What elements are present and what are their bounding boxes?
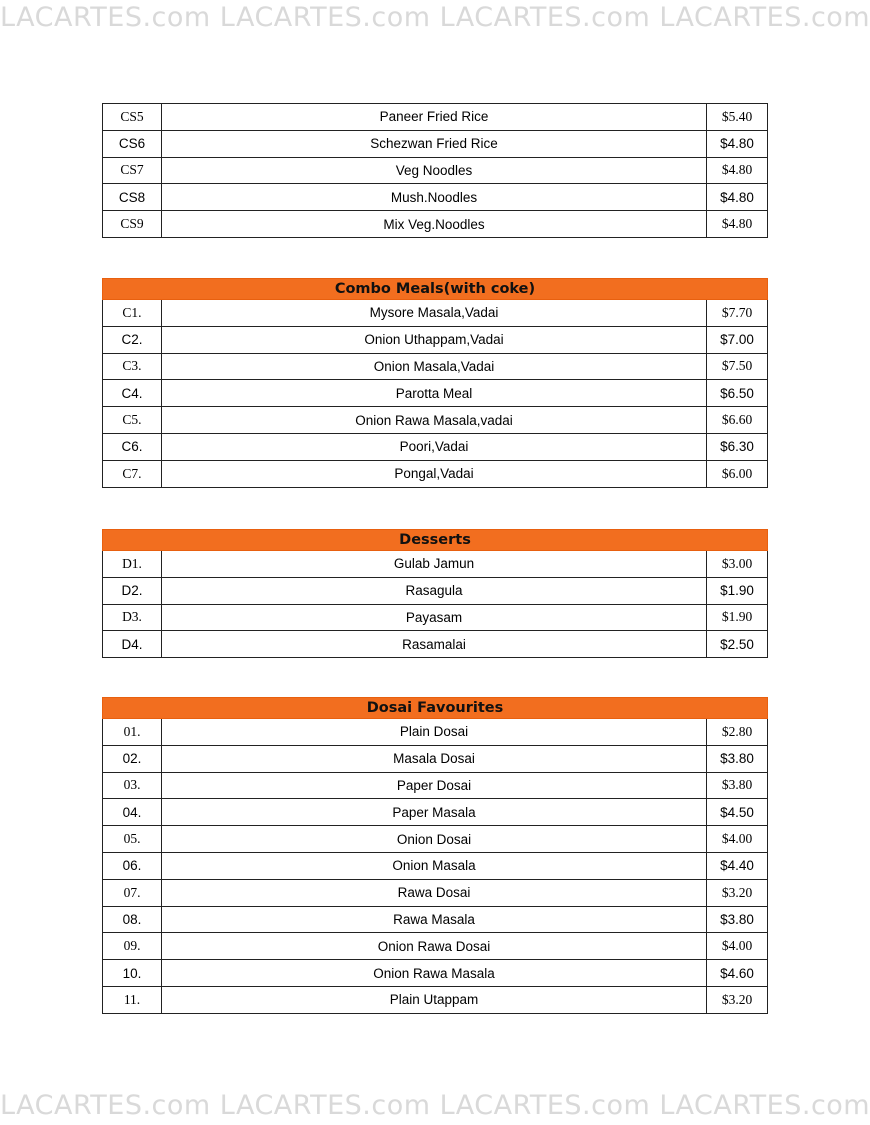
watermark-top: LACARTES.com LACARTES.com LACARTES.com LACARTES.com <box>0 2 870 33</box>
watermark-bottom: LACARTES.com LACARTES.com LACARTES.com LACARTES.com <box>0 1090 870 1121</box>
item-code: C7. <box>103 460 162 487</box>
menu-row <box>103 799 768 826</box>
item-code: C1. <box>103 300 162 327</box>
item-code: C2. <box>103 326 162 353</box>
section-header <box>103 530 768 551</box>
menu-row <box>103 879 768 906</box>
menu-row <box>103 130 768 157</box>
item-name: Onion Masala <box>162 852 707 879</box>
item-code: D4. <box>103 631 162 658</box>
section-title: Combo Meals(with coke) <box>103 279 768 300</box>
menu-row <box>103 960 768 987</box>
item-name: Mush.Noodles <box>162 184 707 211</box>
item-code: 04. <box>103 799 162 826</box>
menu-rows <box>103 104 768 238</box>
item-price: $4.80 <box>707 184 768 211</box>
menu-row <box>103 326 768 353</box>
item-price: $3.00 <box>707 551 768 578</box>
item-code: 09. <box>103 933 162 960</box>
menu-row <box>103 184 768 211</box>
menu-row <box>103 104 768 131</box>
menu-row <box>103 433 768 460</box>
item-code: C3. <box>103 353 162 380</box>
item-name: Onion Rawa Masala,vadai <box>162 407 707 434</box>
item-name: Plain Dosai <box>162 719 707 746</box>
item-name: Onion Rawa Masala <box>162 960 707 987</box>
item-price: $6.50 <box>707 380 768 407</box>
item-price: $3.80 <box>707 772 768 799</box>
item-price: $7.70 <box>707 300 768 327</box>
item-name: Payasam <box>162 604 707 631</box>
menu-row <box>103 852 768 879</box>
item-name: Plain Utappam <box>162 986 707 1013</box>
item-name: Paper Masala <box>162 799 707 826</box>
menu-row <box>103 772 768 799</box>
menu-table-dosai-favourites <box>102 697 768 1014</box>
menu-table-combo-meals <box>102 278 768 488</box>
item-name: Gulab Jamun <box>162 551 707 578</box>
menu-row <box>103 933 768 960</box>
item-name: Parotta Meal <box>162 380 707 407</box>
item-name: Schezwan Fried Rice <box>162 130 707 157</box>
item-price: $2.50 <box>707 631 768 658</box>
item-code: CS9 <box>103 211 162 238</box>
item-code: CS5 <box>103 104 162 131</box>
item-code: C6. <box>103 433 162 460</box>
item-code: 11. <box>103 986 162 1013</box>
item-name: Rasamalai <box>162 631 707 658</box>
item-price: $2.80 <box>707 719 768 746</box>
menu-rows <box>103 698 768 1014</box>
item-code: 08. <box>103 906 162 933</box>
item-code: 03. <box>103 772 162 799</box>
item-code: CS8 <box>103 184 162 211</box>
menu-row <box>103 460 768 487</box>
item-code: C5. <box>103 407 162 434</box>
menu-row <box>103 604 768 631</box>
item-price: $4.00 <box>707 933 768 960</box>
item-code: 10. <box>103 960 162 987</box>
menu-row <box>103 906 768 933</box>
item-name: Onion Uthappam,Vadai <box>162 326 707 353</box>
item-name: Paper Dosai <box>162 772 707 799</box>
item-name: Poori,Vadai <box>162 433 707 460</box>
item-price: $4.80 <box>707 211 768 238</box>
item-name: Onion Dosai <box>162 826 707 853</box>
menu-row <box>103 745 768 772</box>
menu-row <box>103 719 768 746</box>
item-price: $7.50 <box>707 353 768 380</box>
item-code: 07. <box>103 879 162 906</box>
menu-row <box>103 986 768 1013</box>
item-name: Masala Dosai <box>162 745 707 772</box>
item-code: 05. <box>103 826 162 853</box>
item-name: Mix Veg.Noodles <box>162 211 707 238</box>
item-code: C4. <box>103 380 162 407</box>
menu-row <box>103 577 768 604</box>
item-name: Veg Noodles <box>162 157 707 184</box>
item-price: $6.60 <box>707 407 768 434</box>
section-header <box>103 279 768 300</box>
item-price: $4.40 <box>707 852 768 879</box>
item-code: CS6 <box>103 130 162 157</box>
menu-rows <box>103 279 768 488</box>
item-name: Rasagula <box>162 577 707 604</box>
item-code: 01. <box>103 719 162 746</box>
item-name: Onion Rawa Dosai <box>162 933 707 960</box>
item-price: $3.80 <box>707 906 768 933</box>
item-name: Rawa Masala <box>162 906 707 933</box>
item-price: $4.80 <box>707 157 768 184</box>
menu-table-desserts <box>102 529 768 658</box>
item-price: $5.40 <box>707 104 768 131</box>
item-name: Mysore Masala,Vadai <box>162 300 707 327</box>
item-name: Paneer Fried Rice <box>162 104 707 131</box>
item-price: $7.00 <box>707 326 768 353</box>
item-name: Rawa Dosai <box>162 879 707 906</box>
item-price: $3.20 <box>707 986 768 1013</box>
item-code: 06. <box>103 852 162 879</box>
item-price: $4.00 <box>707 826 768 853</box>
menu-row <box>103 300 768 327</box>
item-code: CS7 <box>103 157 162 184</box>
item-code: 02. <box>103 745 162 772</box>
menu-row <box>103 380 768 407</box>
section-title: Desserts <box>103 530 768 551</box>
menu-row <box>103 211 768 238</box>
item-price: $6.30 <box>707 433 768 460</box>
section-title: Dosai Favourites <box>103 698 768 719</box>
item-price: $4.80 <box>707 130 768 157</box>
item-price: $1.90 <box>707 604 768 631</box>
item-code: D1. <box>103 551 162 578</box>
item-price: $1.90 <box>707 577 768 604</box>
item-name: Pongal,Vadai <box>162 460 707 487</box>
item-price: $3.20 <box>707 879 768 906</box>
item-price: $3.80 <box>707 745 768 772</box>
section-header <box>103 698 768 719</box>
item-code: D2. <box>103 577 162 604</box>
menu-row <box>103 826 768 853</box>
item-code: D3. <box>103 604 162 631</box>
menu-row <box>103 551 768 578</box>
item-price: $4.50 <box>707 799 768 826</box>
menu-row <box>103 157 768 184</box>
menu-rows <box>103 530 768 658</box>
menu-row <box>103 631 768 658</box>
item-price: $6.00 <box>707 460 768 487</box>
menu-row <box>103 353 768 380</box>
item-name: Onion Masala,Vadai <box>162 353 707 380</box>
menu-row <box>103 407 768 434</box>
menu-table-chinese <box>102 103 768 238</box>
item-price: $4.60 <box>707 960 768 987</box>
